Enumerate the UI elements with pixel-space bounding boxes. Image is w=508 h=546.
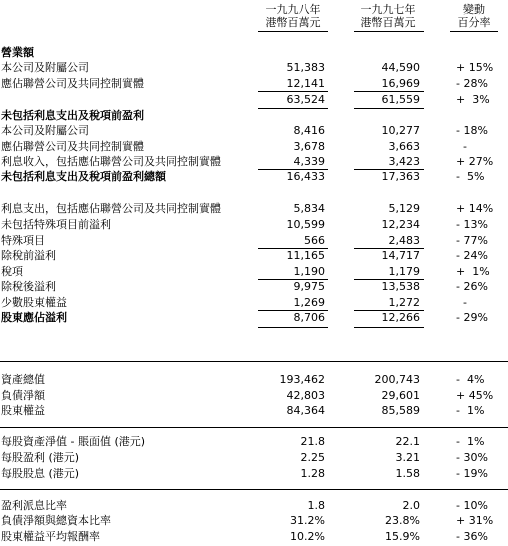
row-label: 本公司及附屬公司 <box>1 124 89 137</box>
value-1997: 10,277 <box>381 124 420 137</box>
table-row <box>0 467 508 481</box>
row-label: 除稅前溢利 <box>1 249 56 262</box>
value-1998: 10.2% <box>290 530 325 543</box>
value-change: - 1% <box>456 435 485 448</box>
value-1998: 9,975 <box>293 280 325 293</box>
header-change-title: 變動 <box>463 3 485 16</box>
table-row <box>0 61 508 75</box>
header-1997-year: 一九九七年 <box>360 3 416 16</box>
row-label: 應佔聯營公司及共同控制實體 <box>1 77 144 90</box>
value-change: - 1% <box>456 404 485 417</box>
header-change-unit: 百分率 <box>457 16 491 29</box>
table-row <box>0 389 508 403</box>
value-1997: 3.21 <box>395 451 420 464</box>
value-1998: 16,433 <box>286 170 325 183</box>
value-1998: 11,165 <box>286 249 325 262</box>
value-1997: 3,663 <box>388 140 420 153</box>
table-row <box>0 155 508 169</box>
value-change: + 3% <box>456 93 490 106</box>
section-divider <box>0 489 508 490</box>
value-1998: 1,269 <box>293 296 325 309</box>
header-1997 <box>352 3 424 31</box>
row-label: 除稅後溢利 <box>1 280 56 293</box>
table-row <box>0 124 508 138</box>
value-change: - 4% <box>456 373 485 386</box>
value-1998: 21.8 <box>300 435 325 448</box>
value-1998: 193,462 <box>279 373 325 386</box>
value-1997: 1,272 <box>388 296 420 309</box>
value-1997: 13,538 <box>381 280 420 293</box>
value-1997: 12,266 <box>381 311 420 324</box>
value-change: - 18% <box>456 124 488 137</box>
table-row <box>0 109 508 123</box>
value-change: - 30% <box>456 451 488 464</box>
value-1997: 61,559 <box>381 93 420 106</box>
value-1998: 1.8 <box>307 499 325 512</box>
value-change: - 24% <box>456 249 488 262</box>
row-label: 利息支出，包括應佔聯營公司及共同控制實體 <box>1 202 221 215</box>
row-label: 盈利派息比率 <box>1 499 67 512</box>
value-1997: 85,589 <box>381 404 420 417</box>
subtotal-rule <box>258 91 328 92</box>
value-1997: 15.9% <box>385 530 420 543</box>
table-row <box>0 234 508 248</box>
value-change: + 15% <box>456 61 494 74</box>
row-label-attributable-profit: 股東應佔溢利 <box>1 311 67 324</box>
value-1998: 5,834 <box>293 202 325 215</box>
value-1998: 51,383 <box>286 61 325 74</box>
table-row <box>0 77 508 91</box>
value-1997: 44,590 <box>381 61 420 74</box>
value-change: + 31% <box>456 514 494 527</box>
value-change: - 77% <box>456 234 488 247</box>
section-heading-ebit: 未包括利息支出及稅項前盈利 <box>1 109 144 122</box>
value-change: - 29% <box>456 311 488 324</box>
table-row <box>0 311 508 325</box>
value-change: + 14% <box>456 202 494 215</box>
value-1998: 1,190 <box>293 265 325 278</box>
value-1998: 8,416 <box>293 124 325 137</box>
row-label: 每股資產淨值 - 賬面值 (港元) <box>1 435 146 448</box>
table-row <box>0 404 508 418</box>
table-row <box>0 218 508 232</box>
row-label: 每股股息 (港元) <box>1 467 80 480</box>
value-change: - 28% <box>456 77 488 90</box>
header-change <box>448 3 500 31</box>
table-row <box>0 93 508 107</box>
value-1997: 14,717 <box>381 249 420 262</box>
value-1997: 16,969 <box>381 77 420 90</box>
value-1998: 4,339 <box>293 155 325 168</box>
value-1998: 1.28 <box>300 467 325 480</box>
table-row <box>0 170 508 184</box>
value-1998: 63,524 <box>286 93 325 106</box>
value-change: + 1% <box>456 265 490 278</box>
table-row <box>0 265 508 279</box>
value-change: - 19% <box>456 467 488 480</box>
value-change: + 45% <box>456 389 494 402</box>
table-row <box>0 435 508 449</box>
value-1998: 84,364 <box>286 404 325 417</box>
row-label: 股東權益平均報酬率 <box>1 530 100 543</box>
section-divider <box>0 361 508 362</box>
header-1998-year: 一九九八年 <box>265 3 321 16</box>
header-rule <box>258 31 328 32</box>
value-1997: 22.1 <box>395 435 420 448</box>
section-heading-turnover: 營業額 <box>1 46 34 59</box>
table-row <box>0 249 508 263</box>
value-1997: 17,363 <box>381 170 420 183</box>
row-label: 資產總值 <box>1 373 45 386</box>
row-label: 股東權益 <box>1 404 45 417</box>
value-change: - 10% <box>456 499 488 512</box>
section-divider <box>0 427 508 428</box>
row-label: 未包括特殊項目前溢利 <box>1 218 111 231</box>
value-1998: 12,141 <box>286 77 325 90</box>
value-1997: 2,483 <box>388 234 420 247</box>
value-1997: 2.0 <box>402 499 420 512</box>
value-change: - 13% <box>456 218 488 231</box>
value-1998: 42,803 <box>286 389 325 402</box>
value-1997: 1,179 <box>388 265 420 278</box>
total-rule <box>354 327 424 328</box>
value-1998: 3,678 <box>293 140 325 153</box>
value-1998: 10,599 <box>286 218 325 231</box>
header-1997-unit: 港幣百萬元 <box>360 16 416 29</box>
row-label-ebit-total: 未包括利息支出及稅項前盈利總額 <box>1 170 166 183</box>
value-1998: 2.25 <box>300 451 325 464</box>
value-change: - 36% <box>456 530 488 543</box>
total-rule <box>258 327 328 328</box>
row-label: 負債淨額與總資本比率 <box>1 514 111 527</box>
value-1998: 566 <box>304 234 325 247</box>
table-row <box>0 499 508 513</box>
value-change: - 5% <box>456 170 485 183</box>
table-row <box>0 280 508 294</box>
value-1997: 12,234 <box>381 218 420 231</box>
header-1998-unit: 港幣百萬元 <box>265 16 321 29</box>
value-1997: 5,129 <box>388 202 420 215</box>
value-1998: 8,706 <box>293 311 325 324</box>
header-rule <box>450 31 498 32</box>
header-rule <box>354 31 424 32</box>
table-row <box>0 451 508 465</box>
table-row <box>0 46 508 60</box>
value-change: - <box>456 296 467 309</box>
value-change: + 27% <box>456 155 494 168</box>
value-1998: 31.2% <box>290 514 325 527</box>
table-row <box>0 140 508 154</box>
row-label: 特殊項目 <box>1 234 45 247</box>
row-label: 負債淨額 <box>1 389 45 402</box>
row-label: 本公司及附屬公司 <box>1 61 89 74</box>
row-label: 每股盈利 (港元) <box>1 451 80 464</box>
row-label: 利息收入，包括應佔聯營公司及共同控制實體 <box>1 155 221 168</box>
table-row <box>0 202 508 216</box>
header-1998 <box>257 3 329 31</box>
table-row <box>0 514 508 528</box>
value-1997: 29,601 <box>381 389 420 402</box>
table-row <box>0 296 508 310</box>
value-1997: 1.58 <box>395 467 420 480</box>
value-1997: 23.8% <box>385 514 420 527</box>
row-label: 應佔聯營公司及共同控制實體 <box>1 140 144 153</box>
table-row <box>0 373 508 387</box>
row-label: 少數股東權益 <box>1 296 67 309</box>
table-row <box>0 530 508 544</box>
value-change: - <box>456 140 467 153</box>
row-label: 稅項 <box>1 265 23 278</box>
value-1997: 3,423 <box>388 155 420 168</box>
subtotal-rule <box>354 91 424 92</box>
value-change: - 26% <box>456 280 488 293</box>
value-1997: 200,743 <box>374 373 420 386</box>
